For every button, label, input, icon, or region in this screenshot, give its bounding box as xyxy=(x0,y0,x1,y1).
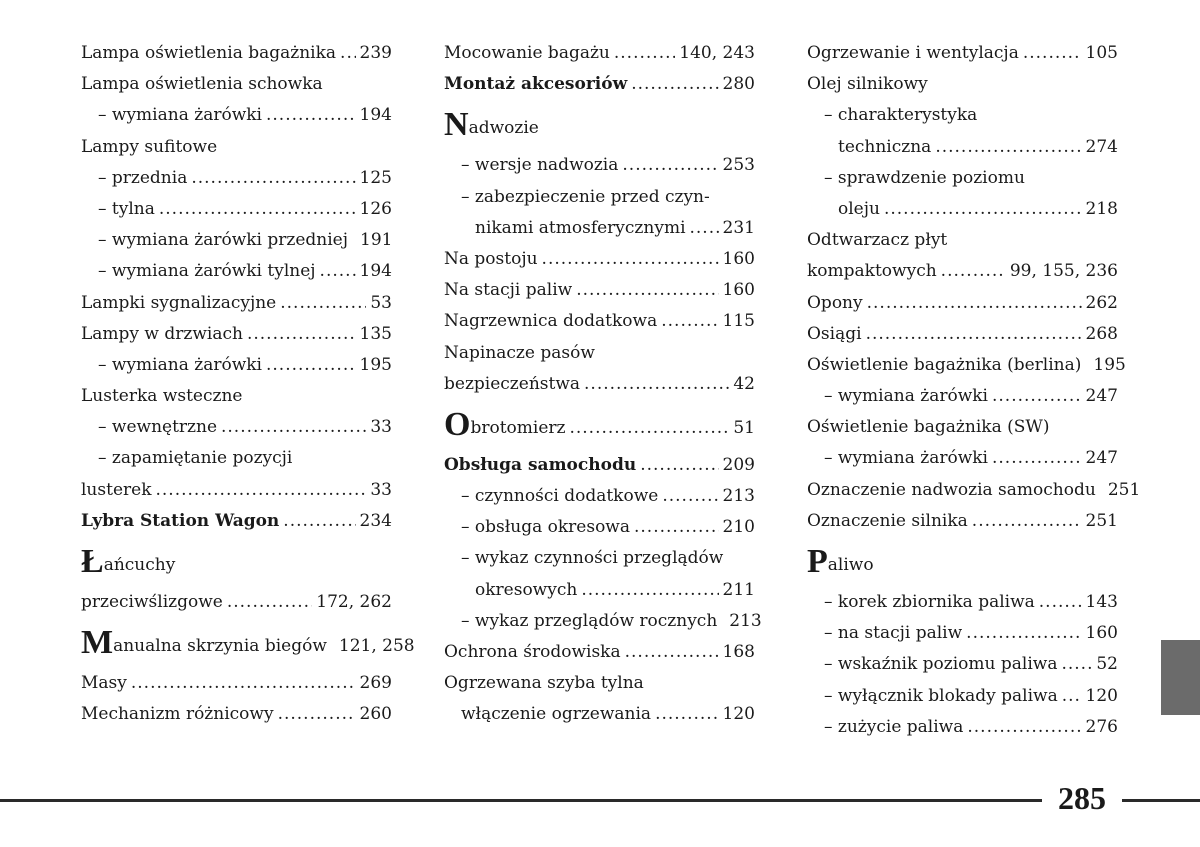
index-entry xyxy=(444,575,755,606)
entry-page-ref: 260 xyxy=(359,704,392,725)
entry-title: Opony xyxy=(807,292,863,313)
dot-leader xyxy=(661,306,718,337)
index-entry xyxy=(444,306,755,337)
entry-title: Oświetlenie bagażnika (berlina) xyxy=(807,354,1082,375)
entry-page-ref: 213 xyxy=(729,610,762,631)
index-entry xyxy=(81,412,392,443)
index-entry xyxy=(81,587,392,618)
section-initial-letter: O xyxy=(444,405,471,443)
dot-leader xyxy=(690,213,719,244)
section-initial-letter: N xyxy=(444,106,469,144)
entry-title: – wskaźnik poziomu paliwa xyxy=(824,654,1058,675)
dot-leader xyxy=(625,637,719,668)
section-heading-rest: anualna skrzynia biegów xyxy=(113,636,327,657)
dot-leader xyxy=(631,69,718,100)
entry-page-ref: 262 xyxy=(1085,292,1118,313)
dot-leader xyxy=(131,668,356,699)
dot-leader xyxy=(247,319,356,350)
index-entry xyxy=(81,163,392,194)
entry-page-ref: 247 xyxy=(1085,448,1118,469)
entry-title: – wyłącznik blokady paliwa xyxy=(824,685,1058,706)
entry-title: – wewnętrzne xyxy=(98,417,217,438)
entry-page-ref: 120 xyxy=(1085,685,1118,706)
entry-page-ref: 253 xyxy=(722,155,755,176)
index-entry xyxy=(444,606,762,637)
dot-leader xyxy=(1039,587,1082,618)
entry-page-ref: 172, 262 xyxy=(316,592,392,612)
entry-page-ref: 125 xyxy=(359,167,392,188)
index-entry xyxy=(81,38,392,69)
section-heading xyxy=(444,106,539,150)
index-entry xyxy=(807,475,1141,506)
index-entry xyxy=(81,543,392,587)
entry-title: Lampki sygnalizacyjne xyxy=(81,292,277,313)
entry-title: Lybra Station Wagon xyxy=(81,510,280,531)
entry-page-ref: 53 xyxy=(370,292,392,313)
section-heading-rest: ańcuchy xyxy=(103,555,176,575)
index-entry xyxy=(807,225,1118,256)
index-entry xyxy=(807,681,1118,712)
entry-title: – wykaz czynności przeglądów xyxy=(461,548,724,569)
entry-title: Lampa oświetlenia schowka xyxy=(81,74,323,95)
entry-title: Nagrzewnica dodatkowa xyxy=(444,311,658,332)
entry-title: – charakterystyka xyxy=(824,105,978,126)
entry-title: Oznaczenie nadwozia samochodu xyxy=(807,479,1096,500)
index-entry xyxy=(444,213,755,244)
index-entry xyxy=(807,163,1118,194)
index-entry xyxy=(81,506,392,537)
dot-leader xyxy=(655,699,718,730)
dot-leader xyxy=(320,256,356,287)
entry-title: Na postoju xyxy=(444,248,538,269)
entry-title: – wymiana żarówki xyxy=(824,448,988,469)
dot-leader xyxy=(266,100,356,131)
index-column-3 xyxy=(807,38,1141,743)
entry-page-ref: 135 xyxy=(359,323,392,344)
dot-leader xyxy=(935,132,1081,163)
dot-leader xyxy=(283,506,355,537)
entry-title: Na stacji paliw xyxy=(444,280,573,301)
entry-title: – wymiana żarówki xyxy=(98,354,262,375)
index-entry xyxy=(807,100,1118,131)
index-entry xyxy=(444,369,755,400)
entry-title: – zużycie paliwa xyxy=(824,716,964,737)
index-entry xyxy=(81,381,392,412)
index-column-1 xyxy=(81,38,415,731)
entry-title: – zabezpieczenie przed czyn- xyxy=(461,186,710,207)
index-entry xyxy=(807,194,1118,225)
entry-title: Ogrzewanie i wentylacja xyxy=(807,43,1019,63)
dot-leader xyxy=(614,38,675,69)
entry-page-ref: 42 xyxy=(733,373,755,394)
dot-leader xyxy=(156,475,367,506)
index-entry xyxy=(807,543,1118,587)
dot-leader xyxy=(584,369,729,400)
index-entry xyxy=(807,288,1118,319)
entry-page-ref: 143 xyxy=(1085,592,1118,612)
entry-title: przeciwślizgowe xyxy=(81,592,223,612)
index-entry xyxy=(444,244,755,275)
dot-leader xyxy=(941,256,1006,287)
index-entry xyxy=(807,350,1126,381)
dot-leader xyxy=(569,406,729,450)
entry-title: Mocowanie bagażu xyxy=(444,43,610,63)
index-entry xyxy=(444,481,755,512)
section-thumb-tab xyxy=(1161,640,1200,715)
entry-page-ref: 126 xyxy=(359,198,392,219)
entry-page-ref: 269 xyxy=(359,673,392,694)
index-entry xyxy=(444,106,755,150)
entry-title: Montaż akcesoriów xyxy=(444,74,628,95)
section-heading xyxy=(81,624,327,668)
dot-leader xyxy=(622,150,718,181)
entry-title: techniczna xyxy=(838,136,932,157)
index-entry xyxy=(807,256,1118,287)
index-entry xyxy=(444,699,755,730)
entry-title: okresowych xyxy=(475,579,578,600)
entry-page-ref: 160 xyxy=(722,280,755,301)
index-entry xyxy=(807,381,1118,412)
index-entry xyxy=(81,100,392,131)
entry-page-ref: 120 xyxy=(722,704,755,725)
entry-title: – przednia xyxy=(98,167,188,188)
entry-title: Lampy sufitowe xyxy=(81,136,218,157)
index-entry xyxy=(444,38,755,69)
entry-title: lusterek xyxy=(81,479,152,500)
index-entry xyxy=(444,543,755,574)
index-entry xyxy=(444,406,755,450)
entry-title: – zapamiętanie pozycji xyxy=(98,448,293,469)
entry-page-ref: 213 xyxy=(722,486,755,507)
entry-title: Oświetlenie bagażnika (SW) xyxy=(807,417,1050,438)
index-entry xyxy=(807,649,1118,680)
entry-title: – wymiana żarówki xyxy=(824,386,988,407)
dot-leader xyxy=(662,481,718,512)
index-entry xyxy=(81,624,415,668)
index-entry xyxy=(81,443,392,474)
section-heading-rest: brotomierz xyxy=(470,417,566,438)
entry-title: Lusterka wsteczne xyxy=(81,386,243,407)
entry-page-ref: 195 xyxy=(1093,354,1126,375)
dot-leader xyxy=(278,699,356,730)
entry-page-ref: 280 xyxy=(722,74,755,95)
entry-title: włączenie ogrzewania xyxy=(461,704,652,725)
section-heading xyxy=(81,543,175,587)
entry-title: – wymiana żarówki tylnej xyxy=(98,261,316,282)
dot-leader xyxy=(542,244,719,275)
dot-leader xyxy=(266,350,356,381)
entry-title: Osiągi xyxy=(807,323,862,344)
entry-page-ref: 160 xyxy=(1085,623,1118,644)
dot-leader xyxy=(972,506,1082,537)
section-heading-rest: aliwo xyxy=(827,555,874,575)
entry-title: Napinacze pasów xyxy=(444,342,595,363)
entry-page-ref: 251 xyxy=(1085,510,1118,531)
index-entry xyxy=(81,319,392,350)
entry-title: oleju xyxy=(838,198,880,219)
entry-title: – czynności dodatkowe xyxy=(461,486,659,507)
index-entry xyxy=(81,668,392,699)
entry-page-ref: 105 xyxy=(1085,43,1118,63)
entry-page-ref: 195 xyxy=(359,354,392,375)
footer-rule-right xyxy=(1122,799,1200,802)
index-entry xyxy=(444,182,755,213)
dot-leader xyxy=(640,450,718,481)
dot-leader xyxy=(967,712,1081,743)
dot-leader xyxy=(280,288,366,319)
entry-title: Lampa oświetlenia bagażnika xyxy=(81,43,337,63)
dot-leader xyxy=(159,194,356,225)
entry-page-ref: 274 xyxy=(1085,136,1118,157)
index-entry xyxy=(81,475,392,506)
index-entry xyxy=(807,132,1118,163)
entry-title: – tylna xyxy=(98,198,155,219)
index-entry xyxy=(807,412,1118,443)
entry-page-ref: 231 xyxy=(722,217,755,238)
index-entry xyxy=(807,38,1118,69)
dot-leader xyxy=(1062,681,1082,712)
entry-page-ref: 209 xyxy=(722,454,755,475)
entry-title: Odtwarzacz płyt xyxy=(807,230,948,251)
index-entry xyxy=(807,506,1118,537)
entry-title: Lampy w drzwiach xyxy=(81,323,243,344)
index-entry xyxy=(444,69,755,100)
entry-title: – sprawdzenie poziomu xyxy=(824,167,1025,188)
dot-leader xyxy=(634,512,719,543)
entry-page-ref: 194 xyxy=(359,261,392,282)
index-entry xyxy=(807,443,1118,474)
index-entry xyxy=(807,69,1118,100)
entry-page-ref: 33 xyxy=(370,417,392,438)
dot-leader xyxy=(992,443,1082,474)
dot-leader xyxy=(1023,38,1082,69)
entry-page-ref: 115 xyxy=(722,311,755,332)
entry-title: Ochrona środowiska xyxy=(444,642,621,662)
index-entry xyxy=(81,256,392,287)
entry-title: bezpieczeństwa xyxy=(444,373,581,394)
section-heading xyxy=(807,543,874,587)
entry-page-ref: 268 xyxy=(1085,323,1118,344)
index-entry xyxy=(444,338,755,369)
footer-rule-left xyxy=(0,799,1042,802)
index-entry xyxy=(807,618,1118,649)
entry-page-ref: 211 xyxy=(722,579,755,600)
entry-page-ref: 194 xyxy=(359,105,392,126)
entry-page-ref: 160 xyxy=(722,248,755,269)
entry-page-ref: 191 xyxy=(360,230,393,251)
index-entry xyxy=(81,132,392,163)
entry-page-ref: 121, 258 xyxy=(338,636,415,657)
entry-title: – korek zbiornika paliwa xyxy=(824,592,1035,612)
entry-page-ref: 51 xyxy=(733,417,755,438)
section-initial-letter: Ł xyxy=(81,543,104,580)
entry-page-ref: 234 xyxy=(359,510,392,531)
index-entry xyxy=(444,450,755,481)
dot-leader xyxy=(576,275,718,306)
section-initial-letter: M xyxy=(81,624,114,662)
index-entry xyxy=(807,712,1118,743)
dot-leader xyxy=(867,288,1082,319)
dot-leader xyxy=(191,163,355,194)
section-heading xyxy=(444,406,565,450)
entry-page-ref: 168 xyxy=(722,642,755,662)
dot-leader xyxy=(340,38,356,69)
index-entry xyxy=(444,668,755,699)
index-entry xyxy=(81,350,392,381)
dot-leader xyxy=(221,412,366,443)
entry-page-ref: 239 xyxy=(359,43,392,63)
entry-title: nikami atmosferycznymi xyxy=(475,217,686,238)
entry-title: kompaktowych xyxy=(807,261,937,282)
entry-title: Masy xyxy=(81,673,127,694)
entry-title: Obsługa samochodu xyxy=(444,454,637,475)
index-column-2 xyxy=(444,38,762,731)
entry-title: – wymiana żarówki przedniej xyxy=(98,230,349,251)
index-entry xyxy=(81,194,392,225)
entry-page-ref: 218 xyxy=(1085,198,1118,219)
entry-title: – wymiana żarówki xyxy=(98,105,262,126)
index-entry xyxy=(444,637,755,668)
index-entry xyxy=(81,225,392,256)
index-entry xyxy=(807,587,1118,618)
index-entry xyxy=(81,699,392,730)
entry-page-ref: 276 xyxy=(1085,716,1118,737)
entry-title: – na stacji paliw xyxy=(824,623,963,644)
dot-leader xyxy=(966,618,1081,649)
dot-leader xyxy=(581,575,718,606)
entry-title: – obsługa okresowa xyxy=(461,517,630,538)
entry-page-ref: 99, 155, 236 xyxy=(1009,261,1118,282)
entry-title: Oznaczenie silnika xyxy=(807,510,968,531)
index-entry xyxy=(444,512,755,543)
index-entry xyxy=(81,69,392,100)
index-entry xyxy=(444,275,755,306)
section-initial-letter: P xyxy=(807,543,828,580)
entry-page-ref: 140, 243 xyxy=(679,43,755,63)
entry-title: Ogrzewana szyba tylna xyxy=(444,673,644,694)
dot-leader xyxy=(227,587,312,618)
entry-title: Olej silnikowy xyxy=(807,74,928,95)
entry-page-ref: 251 xyxy=(1107,479,1141,500)
entry-page-ref: 210 xyxy=(722,517,755,538)
dot-leader xyxy=(884,194,1082,225)
entry-page-ref: 247 xyxy=(1085,386,1118,407)
dot-leader xyxy=(1061,649,1092,680)
entry-page-ref: 33 xyxy=(370,479,392,500)
entry-title: – wersje nadwozia xyxy=(461,155,619,176)
index-entry xyxy=(81,288,392,319)
index-entry xyxy=(807,319,1118,350)
entry-page-ref: 52 xyxy=(1096,654,1118,675)
dot-leader xyxy=(992,381,1082,412)
entry-title: – wykaz przeglądów rocznych xyxy=(461,610,718,631)
page-number: 285 xyxy=(1058,780,1106,816)
section-heading-rest: adwozie xyxy=(468,118,539,139)
index-entry xyxy=(444,150,755,181)
entry-title: Mechanizm różnicowy xyxy=(81,704,274,725)
dot-leader xyxy=(866,319,1082,350)
